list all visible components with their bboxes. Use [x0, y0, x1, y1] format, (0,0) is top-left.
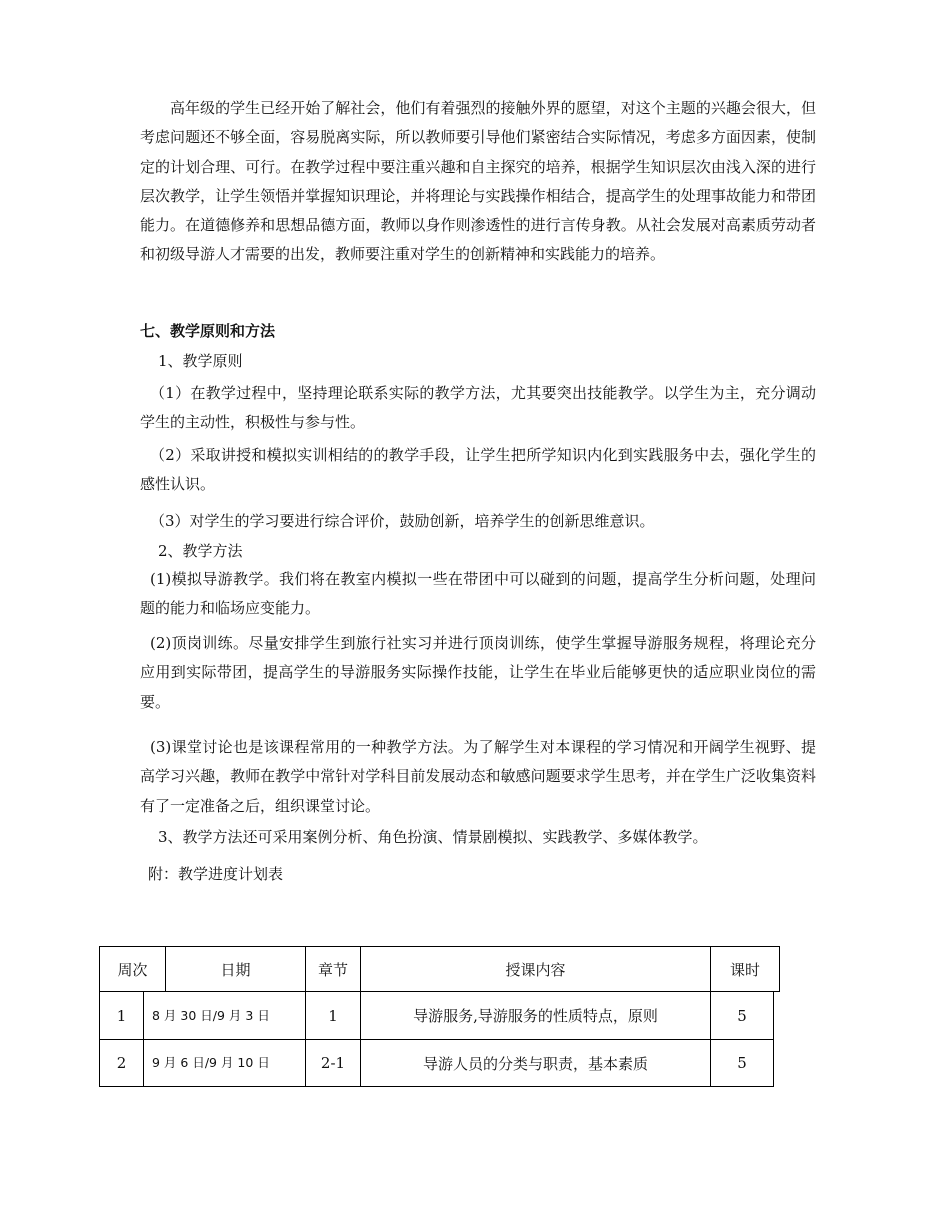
principle-item-2: （2）采取讲授和模拟实训相结的的教学手段，让学生把所学知识内化到实践服务中去，强化学生的感性认识。	[140, 446, 816, 494]
row1-hours: 5	[710, 991, 774, 1040]
principle-item-1: （1）在教学过程中，坚持理论联系实际的教学方法，尤其要突出技能教学。以学生为主，充分调动学生的主动性，积极性与参与性。	[140, 384, 816, 432]
row1-content: 导游服务,导游服务的性质特点，原则	[360, 991, 711, 1040]
row1-date: 8 月 30 日/9 月 3 日	[143, 991, 306, 1040]
method-item-1: (1)模拟导游教学。我们将在教室内模拟一些在带团中可以碰到的问题，提高学生分析问题，处理问题的能力和临场应变能力。	[140, 570, 816, 618]
method-item-3: (3)课堂讨论也是该课程常用的一种教学方法。为了解学生对本课程的学习情况和开阔学生视野、提高学习兴趣，教师在教学中常针对学科目前发展动态和敏感问题要求学生思考，并在学生广泛收集资料有了一定准备之后，组织课堂讨论。	[140, 738, 816, 815]
principles-title: 1、教学原则	[158, 352, 243, 370]
section-heading: 七、教学原则和方法	[140, 322, 276, 340]
row2-week: 2	[99, 1039, 144, 1087]
row2-date: 9 月 6 日/9 月 10 日	[143, 1039, 306, 1087]
header-content: 授课内容	[360, 946, 711, 992]
header-chapter: 章节	[305, 946, 361, 992]
principle-item-3: （3）对学生的学习要进行综合评价，鼓励创新，培养学生的创新思维意识。	[150, 512, 655, 530]
row2-chapter: 2-1	[305, 1039, 361, 1087]
row2-content: 导游人员的分类与职责，基本素质	[360, 1039, 711, 1087]
row1-week: 1	[99, 991, 144, 1040]
row2-hours: 5	[710, 1039, 774, 1087]
methods-title: 2、教学方法	[158, 542, 243, 560]
row1-chapter: 1	[305, 991, 361, 1040]
extra-methods: 3、教学方法还可采用案例分析、角色扮演、情景剧模拟、实践教学、多媒体教学。	[158, 828, 708, 846]
appendix-label: 附：教学进度计划表	[148, 865, 284, 883]
header-week: 周次	[99, 946, 166, 992]
header-hours: 课时	[710, 946, 780, 992]
header-date: 日期	[165, 946, 306, 992]
method-item-2: (2)顶岗训练。尽量安排学生到旅行社实习并进行顶岗训练，使学生掌握导游服务规程，将理论充分应用到实际带团，提高学生的导游服务实际操作技能，让学生在毕业后能够更快的适应职业岗位的需要。	[140, 634, 816, 711]
intro-paragraph: 高年级的学生已经开始了解社会，他们有着强烈的接触外界的愿望，对这个主题的兴趣会很大，但考虑问题还不够全面，容易脱离实际，所以教师要引导他们紧密结合实际情况，考虑多方面因素，使制定的计划合理、可行。在教学过程中要注重兴趣和自主探究的培养，根据学生知识层次由浅入深的进行层次教学，让学生领悟并掌握知识理论，并将理论与实践操作相结合，提高学生的处理事故能力和带团能力。在道德修养和思想品德方面，教师以身作则渗透性的进行言传身教。从社会发展对高素质劳动者和初级导游人才需要的出发，教师要注重对学生的创新精神和实践能力的培养。	[140, 99, 816, 264]
